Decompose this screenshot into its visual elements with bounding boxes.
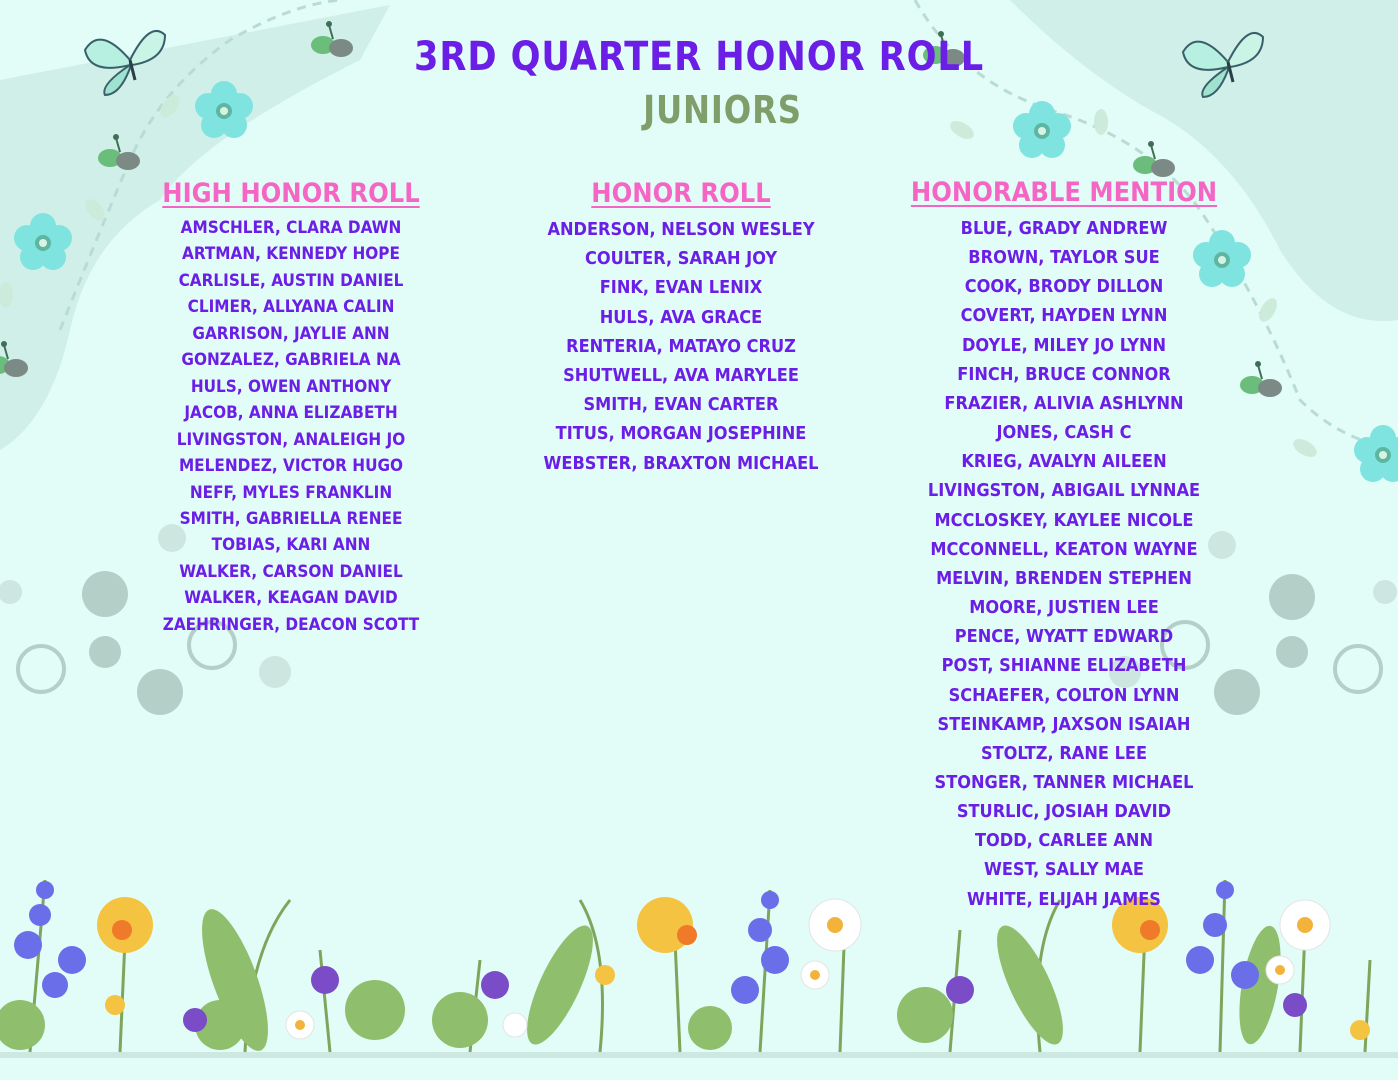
student-name: FINK, EVAN LENIX: [599, 277, 763, 299]
student-name: RENTERIA, MATAYO CRUZ: [566, 335, 796, 357]
student-name: HULS, OWEN ANTHONY: [190, 376, 392, 397]
student-name: ANDERSON, NELSON WESLEY: [547, 219, 815, 240]
student-name: WHITE, ELIJAH JAMES: [967, 888, 1161, 910]
student-name: FINCH, BRUCE CONNOR: [957, 363, 1171, 385]
student-name: CLIMER, ALLYANA CALIN: [187, 297, 395, 318]
honorable-mention-heading: HONORABLE MENTION: [910, 177, 1218, 208]
student-name: MELENDEZ, VICTOR HUGO: [178, 456, 404, 477]
high-honor-roll-heading: HIGH HONOR ROLL: [162, 178, 420, 209]
student-name: BLUE, GRADY ANDREW: [960, 218, 1168, 239]
honor-roll-heading: HONOR ROLL: [591, 178, 771, 209]
student-name: POST, SHIANNE ELIZABETH: [941, 655, 1187, 677]
student-name: DOYLE, MILEY JO LYNN: [961, 334, 1167, 356]
student-name: GARRISON, JAYLIE ANN: [192, 323, 390, 344]
honor-roll-column: [521, 178, 841, 478]
page-title: 3RD QUARTER HONOR ROLL: [413, 34, 985, 80]
student-name: JONES, CASH C: [996, 422, 1132, 444]
student-name: TODD, CARLEE ANN: [974, 830, 1154, 852]
student-name: LIVINGSTON, ABIGAIL LYNNAE: [927, 480, 1201, 502]
high-honor-roll-column: [131, 178, 451, 638]
student-name: FRAZIER, ALIVIA ASHLYNN: [944, 392, 1184, 414]
student-name: STEINKAMP, JAXSON ISAIAH: [937, 713, 1191, 735]
student-name: BROWN, TAYLOR SUE: [968, 247, 1160, 269]
student-name: MOORE, JUSTIEN LEE: [969, 597, 1159, 619]
student-name: KRIEG, AVALYN AILEEN: [961, 451, 1167, 473]
student-name: SMITH, GABRIELLA RENEE: [179, 508, 403, 529]
student-name: JACOB, ANNA ELIZABETH: [184, 403, 398, 424]
student-name: MCCLOSKEY, KAYLEE NICOLE: [934, 509, 1194, 531]
student-name: SCHAEFER, COLTON LYNN: [948, 684, 1180, 706]
honorable-mention-column: [904, 177, 1224, 914]
student-name: WEST, SALLY MAE: [984, 859, 1144, 881]
student-name: TOBIAS, KARI ANN: [211, 535, 371, 556]
student-name: AMSCHLER, CLARA DAWN: [180, 218, 402, 238]
student-name: LIVINGSTON, ANALEIGH JO: [176, 429, 406, 450]
student-name: STURLIC, JOSIAH DAVID: [956, 801, 1172, 823]
student-name: GONZALEZ, GABRIELA NA: [181, 350, 401, 371]
student-name: STONGER, TANNER MICHAEL: [934, 771, 1194, 793]
student-name: COVERT, HAYDEN LYNN: [960, 305, 1168, 327]
student-name: WALKER, KEAGAN DAVID: [184, 588, 398, 609]
student-name: TITUS, MORGAN JOSEPHINE: [555, 423, 807, 445]
student-name: CARLISLE, AUSTIN DANIEL: [178, 270, 404, 291]
student-name: NEFF, MYLES FRANKLIN: [189, 482, 393, 503]
honor-roll-list: [521, 215, 841, 478]
student-name: ARTMAN, KENNEDY HOPE: [182, 244, 400, 265]
student-name: SMITH, EVAN CARTER: [583, 394, 779, 416]
student-name: HULS, AVA GRACE: [599, 306, 763, 328]
student-name: PENCE, WYATT EDWARD: [954, 626, 1174, 648]
student-name: WALKER, CARSON DANIEL: [179, 561, 403, 582]
honorable-mention-list: [904, 214, 1224, 914]
student-name: WEBSTER, BRAXTON MICHAEL: [543, 452, 819, 474]
student-name: MELVIN, BRENDEN STEPHEN: [936, 567, 1192, 589]
student-name: MCCONNELL, KEATON WAYNE: [930, 538, 1198, 560]
student-name: STOLTZ, RANE LEE: [980, 742, 1148, 764]
student-name: SHUTWELL, AVA MARYLEE: [563, 365, 799, 387]
page-subtitle: JUNIORS: [643, 88, 802, 132]
high-honor-roll-list: [131, 215, 451, 638]
student-name: COOK, BRODY DILLON: [964, 276, 1164, 298]
student-name: COULTER, SARAH JOY: [584, 248, 778, 270]
student-name: ZAEHRINGER, DEACON SCOTT: [162, 614, 420, 635]
